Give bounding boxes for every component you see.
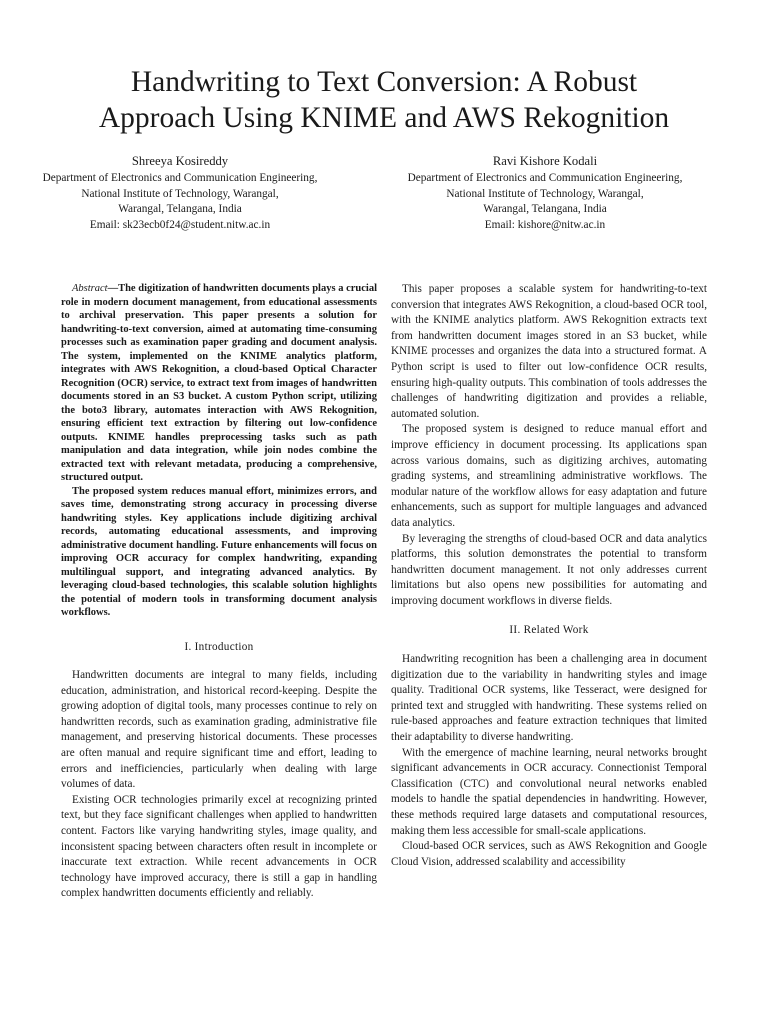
paper-title <box>40 64 728 136</box>
author-department: Department of Electronics and Communication Engineering, <box>42 172 318 184</box>
author-location: Warangal, Telangana, India <box>483 203 607 216</box>
abstract-text: —The digitization of handwritten documents plays a crucial role in modern document management, from educational assessments to archival preservation. This paper presents a solution for handwriting-to-text conversion, aimed at automating time-consuming processes such as examination paper grading and document analysis. The system, implemented on the KNIME analytics platform, integrates with AWS Rekognition, a cloud-based Optical Character Recognition (OCR) service, to extract text from images of handwritten documents stored in an S3 bucket. A custom Python script, utilizing the boto3 library, automates interaction with AWS Rekognition, ensuring efficient text extraction by filtering out low-confidence outputs. KNIME handles preprocessing tasks such as path manipulation and data integration, while join nodes combine the extracted text with relevant metadata, producing a comprehensive, structured output. <box>61 283 377 483</box>
author-2 <box>350 153 740 233</box>
left-column <box>61 282 377 902</box>
author-institute: National Institute of Technology, Warangal, <box>81 187 279 200</box>
title-line: Approach Using KNIME and AWS Rekognition <box>98 102 670 134</box>
author-department: Department of Electronics and Communication Engineering, <box>407 172 683 184</box>
body-paragraph: By leveraging the strengths of cloud-based OCR and data analytics platforms, this solution demonstrates the potential to transform handwritten document management. It not only addresses current limitations but also opens new possibilities for automating and improving document workflows in diverse fields. <box>391 532 707 607</box>
body-paragraph: Existing OCR technologies primarily excel at recognizing printed text, but they face significant challenges when applied to handwritten content. Factors like varying handwriting styles, image quality, and inconsistent spacing between characters often result in incomplete or inaccurate text extraction. While recent advancements in OCR technology have improved accuracy, there is still a gap in handling complex handwritten documents efficiently and reliably. <box>61 793 377 900</box>
body-paragraph: With the emergence of machine learning, neural networks brought significant advancements in OCR accuracy. Connectionist Temporal Classification (CTC) and convolutional neural networks enabled models to handle the spatial dependencies in handwriting. However, these methods required large datasets and computational resources, making them less accessible for small-scale applications. <box>391 746 707 837</box>
author-name: Shreeya Kosireddy <box>131 154 229 168</box>
author-email: Email: sk23ecb0f24@student.nitw.ac.in <box>89 218 271 231</box>
section-heading-related-work: II. Related Work <box>509 624 589 637</box>
abstract-label: Abstract <box>72 283 108 294</box>
section-heading-introduction: I. Introduction <box>184 640 254 653</box>
author-email: Email: kishore@nitw.ac.in <box>484 218 606 231</box>
right-column <box>391 282 707 870</box>
author-location: Warangal, Telangana, India <box>118 203 242 216</box>
author-name: Ravi Kishore Kodali <box>492 154 598 168</box>
abstract <box>61 282 377 620</box>
body-paragraph: The proposed system is designed to reduce manual effort and improve efficiency in document processing. Its applications span across various domains, such as digitizing archives, automating grading systems, and streamlining administrative workflows. The modular nature of the workflow allows for easy adaptation and future enhancements, such as support for multiple languages and advanced data analytics. <box>391 423 707 529</box>
abstract-paragraph: The proposed system reduces manual effort, minimizes errors, and saves time, demonstrating strong accuracy in processing diverse handwriting styles. Key applications include digitizing archival records, automating educational assessments, and improving administrative document handling. Future enhancements will focus on improving OCR accuracy for complex handwriting, expanding multilingual support, and integrating advanced analytics. By leveraging cloud-based technologies, this scalable solution highlights the potential of modern tools in transforming document analysis workflows. <box>61 485 377 618</box>
body-paragraph: This paper proposes a scalable system for handwriting-to-text conversion that integrates AWS Rekognition, a cloud-based OCR tool, with the KNIME analytics platform. AWS Rekognition extracts text from handwritten document images stored in an S3 bucket, while KNIME processes and organizes the data into a structured format. A Python script is used to filter out low-confidence OCR results, ensuring high-quality outputs. This combination of tools addresses the challenges of handwriting digitization and provides a reliable, automated solution. <box>391 283 707 420</box>
body-paragraph: Handwriting recognition has been a challenging area in document digitization due to the variability in handwriting styles and image quality. Traditional OCR systems, like Tesseract, were designed for printed text and struggled with handwriting. These systems relied on rule-based approaches and feature extraction techniques that limited their adaptability to diverse handwriting. <box>391 653 707 744</box>
abstract-paragraph <box>61 282 377 485</box>
title-line: Handwriting to Text Conversion: A Robust <box>130 66 638 98</box>
author-1 <box>30 153 330 233</box>
body-paragraph: Cloud-based OCR services, such as AWS Rekognition and Google Cloud Vision, addressed scalability and accessibility <box>391 840 707 868</box>
author-institute: National Institute of Technology, Warangal, <box>446 187 644 200</box>
body-paragraph: Handwritten documents are integral to many fields, including education, administration, and historical record-keeping. Despite the growing adoption of digital tools, many processes continue to rely on handwritten records, such as examination grading, administrative file management, and preserving historical documents. These processes are often manual and require significant time and effort, leading to errors and inefficiencies, particularly when dealing with large volumes of data. <box>61 669 377 791</box>
